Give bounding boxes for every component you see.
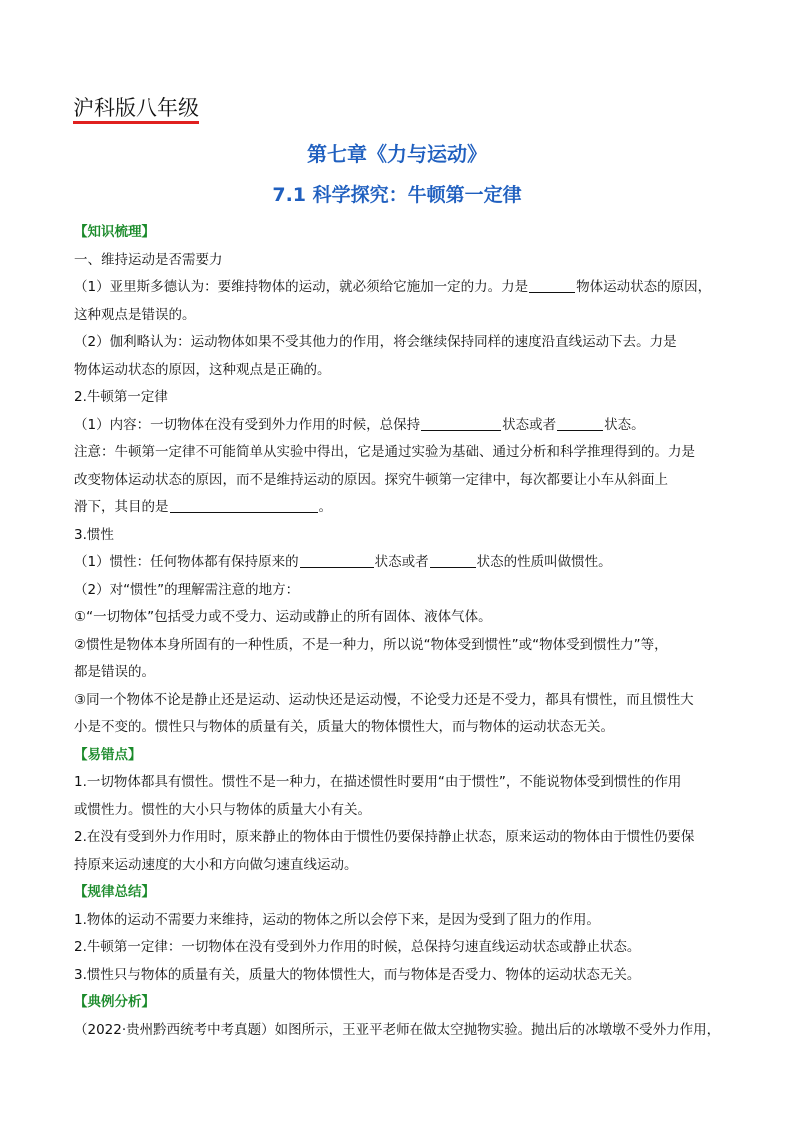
knowledge-p3-line: 小是不变的。惯性只与物体的质量有关，质量大的物体惯性大，而与物体的运动状态无关。 — [74, 719, 614, 735]
knowledge-p3-title: 3.惯性 — [74, 526, 114, 543]
summary-line: 3.惯性只与物体的质量有关，质量大的物体惯性大，而与物体是否受力、物体的运动状态无关。 — [74, 966, 641, 983]
text-run: 。 — [318, 499, 332, 515]
text-run: 状态或者 — [374, 554, 429, 570]
knowledge-p2-title: 2.牛顿第一定律 — [74, 389, 168, 405]
knowledge-p3-line — [74, 549, 728, 577]
knowledge-p3-line: ②惯性是物体本身所固有的一种性质，不是一种力，所以说“物体受到惯性”或“物体受到惯性力”等， — [74, 636, 668, 653]
text-run: 物体运动状态的原因， — [576, 279, 712, 295]
text-run: （1）内容：一切物体在没有受到外力作用的时候，总保持 — [74, 416, 421, 433]
fill-blank[interactable] — [557, 416, 603, 431]
knowledge-p1-title: 一、维持运动是否需要力 — [74, 251, 223, 268]
text-run: （1）亚里斯多德认为：要维持物体的运动，就必须给它施加一定的力。力是 — [74, 279, 529, 295]
knowledge-p3-line: ①“一切物体”包括受力或不受力、运动或静止的所有固体、液体气体。 — [74, 609, 492, 625]
knowledge-p2-line — [74, 494, 728, 522]
knowledge-p3-line: 都是错误的。 — [74, 664, 155, 680]
knowledge-p3-line: （2）对“惯性”的理解需注意的地方： — [74, 581, 300, 598]
text-run: 状态的性质叫做惯性。 — [476, 554, 612, 570]
heading-mistakes: 【易错点】 — [74, 746, 142, 763]
knowledge-p2-line: 注意：牛顿第一定律不可能简单从实验中得出，它是通过实验为基础、通过分析和科学推理得到的。力是 — [74, 444, 695, 460]
chapter-title: 第七章《力与运动》 — [307, 142, 487, 166]
document-body — [74, 219, 728, 1044]
knowledge-p1-line: （2）伽利略认为：运动物体如果不受其他力的作用，将会继续保持同样的速度沿直线运动下去。力是 — [74, 334, 677, 350]
fill-blank[interactable] — [300, 553, 374, 568]
text-run: 状态或者 — [502, 416, 557, 433]
fill-blank[interactable] — [529, 278, 575, 293]
edition-label: 沪科版八年级 — [73, 96, 199, 124]
fill-blank[interactable] — [430, 553, 476, 568]
summary-line: 1.物体的运动不需要力来维持，运动的物体之所以会停下来，是因为受到了阻力的作用。 — [74, 911, 600, 928]
heading-summary: 【规律总结】 — [74, 884, 155, 900]
knowledge-p1-line — [74, 274, 728, 302]
knowledge-p1-line: 物体运动状态的原因，这种观点是正确的。 — [74, 361, 331, 378]
mistakes-line: 持原来运动速度的大小和方向做匀速直线运动。 — [74, 856, 358, 873]
knowledge-p2-line: 改变物体运动状态的原因，而不是维持运动的原因。探究牛顿第一定律中，每次都要让小车从斜面上 — [74, 471, 668, 488]
heading-knowledge: 【知识梳理】 — [74, 224, 155, 240]
fill-blank[interactable] — [170, 498, 318, 513]
fill-blank[interactable] — [421, 416, 501, 431]
example-line: （2022·贵州黔西统考中考真题）如图所示，王亚平老师在做太空抛物实验。抛出后的冰墩墩不受外力作用， — [74, 1021, 721, 1038]
knowledge-p3-line: ③同一个物体不论是静止还是运动、运动快还是运动慢，不论受力还是不受力，都具有惯性，而且惯性大 — [74, 691, 694, 708]
knowledge-p1-line: 这种观点是错误的。 — [74, 306, 196, 323]
text-run: 状态。 — [604, 416, 645, 433]
knowledge-p2-line — [74, 412, 728, 440]
section-title: 7.1 科学探究：牛顿第一定律 — [272, 184, 522, 206]
mistakes-line: 或惯性力。惯性的大小只与物体的质量大小有关。 — [74, 801, 371, 818]
mistakes-line: 1.一切物体都具有惯性。惯性不是一种力，在描述惯性时要用“由于惯性”，不能说物体受到惯性的作用 — [74, 774, 682, 790]
heading-example: 【典例分析】 — [74, 994, 155, 1010]
text-run: 滑下，其目的是 — [74, 499, 169, 515]
mistakes-line: 2.在没有受到外力作用时，原来静止的物体由于惯性仍要保持静止状态，原来运动的物体由于惯性仍要保 — [74, 829, 695, 845]
summary-line: 2.牛顿第一定律：一切物体在没有受到外力作用的时候，总保持匀速直线运动状态或静止状态。 — [74, 939, 641, 955]
text-run: （1）惯性：任何物体都有保持原来的 — [74, 554, 299, 570]
